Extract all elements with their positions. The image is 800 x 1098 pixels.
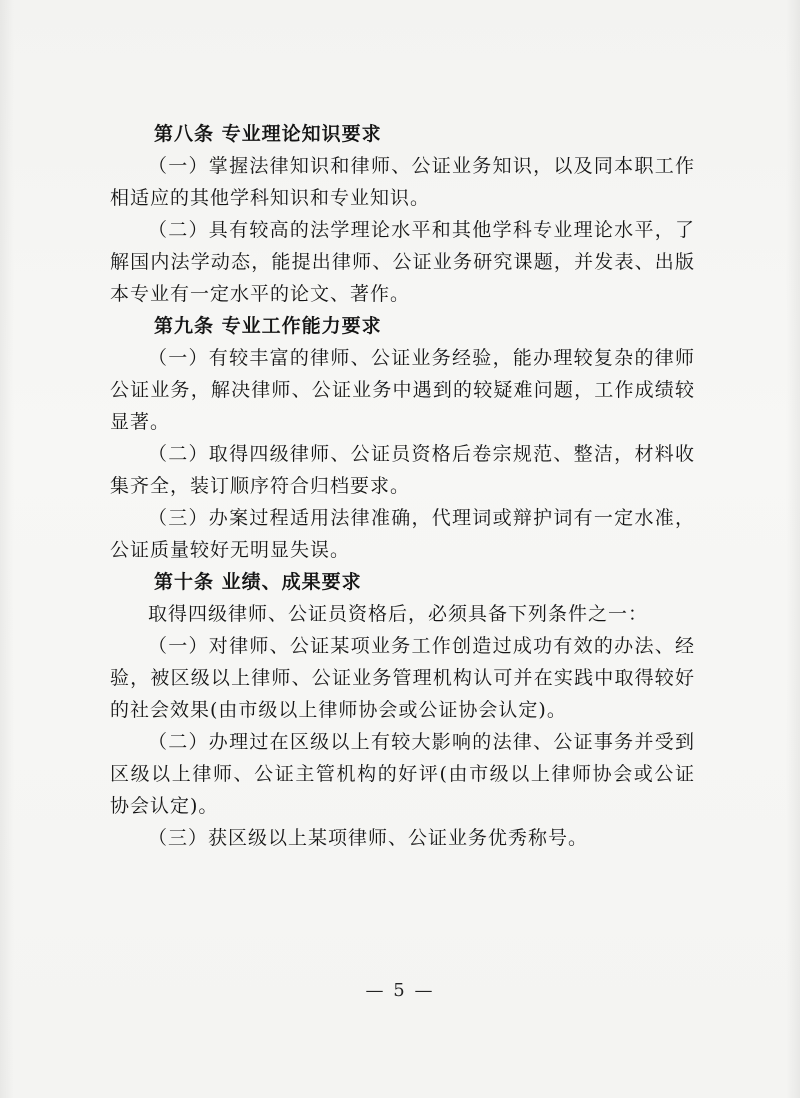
paragraph: （二）取得四级律师、公证员资格后卷宗规范、整洁，材料收集齐全，装订顺序符合归档要求。: [110, 443, 695, 497]
section-article-10: [110, 566, 695, 854]
section-heading: 第十条 业绩、成果要求: [154, 571, 362, 593]
paragraph: （一）对律师、公证某项业务工作创造过成功有效的办法、经验，被区级以上律师、公证业务管理机构认可并在实践中取得较好的社会效果(由市级以上律师协会或公证协会认定)。: [110, 635, 695, 721]
section-heading: 第八条 专业理论知识要求: [154, 123, 382, 145]
scan-shadow-right: [786, 0, 800, 1098]
paragraph: 取得四级律师、公证员资格后，必须具备下列条件之一：: [148, 603, 649, 625]
paragraph: （二）具有较高的法学理论水平和其他学科专业理论水平，了解国内法学动态，能提出律师、公证业务研究课题，并发表、出版本专业有一定水平的论文、著作。: [110, 219, 695, 305]
section-heading: 第九条 专业工作能力要求: [154, 315, 382, 337]
section-article-9: [110, 310, 695, 566]
paragraph: （一）掌握法律知识和律师、公证业务知识，以及同本职工作相适应的其他学科知识和专业知识。: [110, 155, 695, 209]
paragraph: （三）获区级以上某项律师、公证业务优秀称号。: [148, 827, 589, 849]
section-article-8: [110, 118, 695, 310]
page-number: — 5 —: [365, 980, 435, 1001]
document-body: [110, 118, 695, 854]
paragraph: （一）有较丰富的律师、公证业务经验，能办理较复杂的律师公证业务，解决律师、公证业务中遇到的较疑难问题，工作成绩较显著。: [110, 347, 695, 433]
paragraph: （二）办理过在区级以上有较大影响的法律、公证事务并受到区级以上律师、公证主管机构的好评(由市级以上律师协会或公证协会认定)。: [110, 731, 695, 817]
scan-shadow-left: [0, 0, 14, 1098]
paragraph: （三）办案过程适用法律准确，代理词或辩护词有一定水准，公证质量较好无明显失误。: [110, 507, 695, 561]
